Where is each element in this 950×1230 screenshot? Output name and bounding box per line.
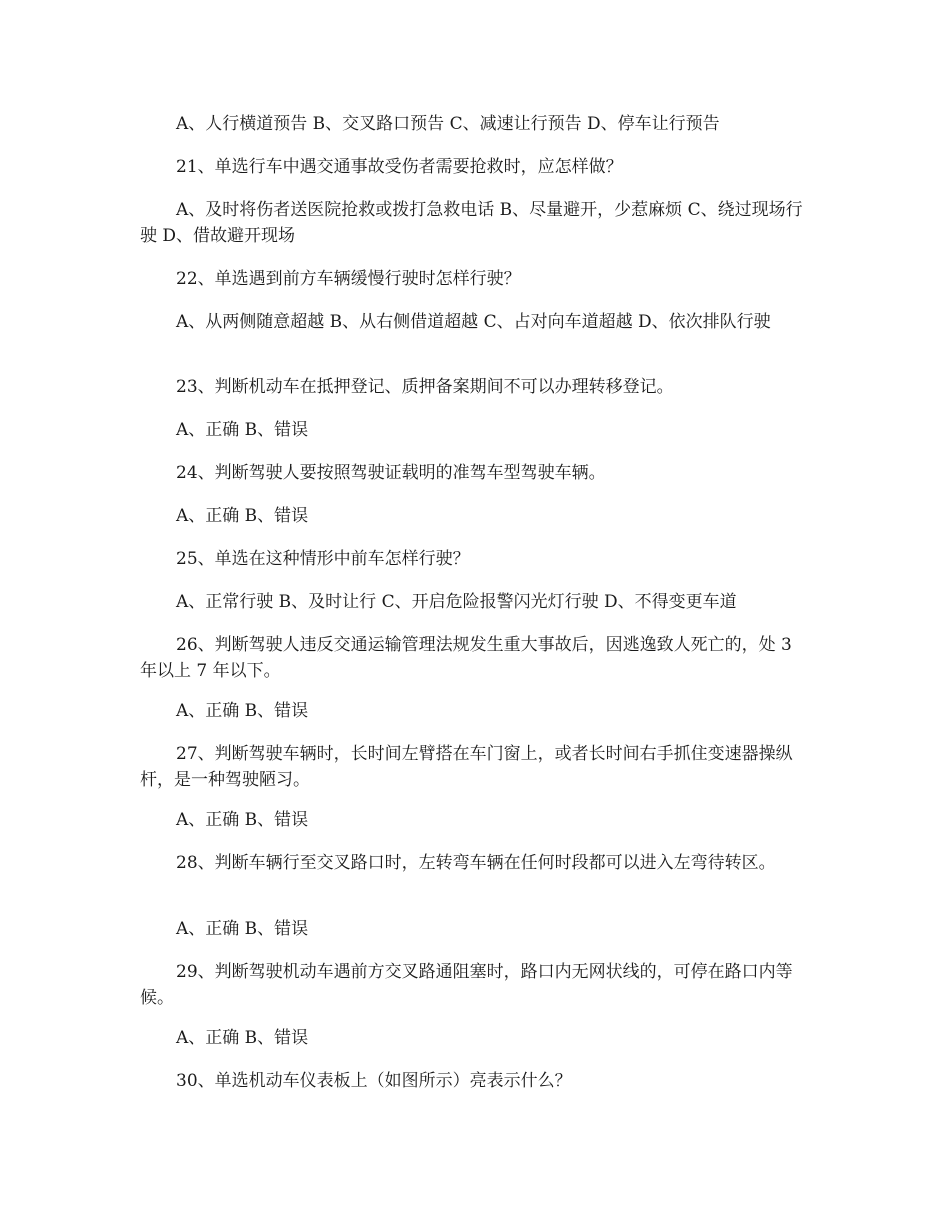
question-30: 30、单选机动车仪表板上（如图所示）亮表示什么？	[176, 1071, 572, 1091]
question-27: 27、判断驾驶车辆时，长时间左臂搭在车门窗上，或者长时间右手抓住变速器操纵杆，是一种驾驶陋习。	[140, 744, 793, 790]
question-22: 22、单选遇到前方车辆缓慢行驶时怎样行驶？	[176, 269, 521, 289]
answer-options-q22: A、从两侧随意超越 B、从右侧借道超越 C、占对向车道超越 D、依次排队行驶	[176, 312, 771, 332]
answer-options-q24: A、正确 B、错误	[176, 506, 309, 526]
answer-options-q29: A、正确 B、错误	[176, 1028, 309, 1048]
answer-options-q28: A、正确 B、错误	[176, 919, 309, 939]
answer-options-q20: A、人行横道预告 B、交叉路口预告 C、减速让行预告 D、停车让行预告	[176, 114, 720, 134]
answer-options-q26: A、正确 B、错误	[176, 701, 309, 721]
question-25: 25、单选在这种情形中前车怎样行驶？	[176, 549, 470, 569]
question-26: 26、判断驾驶人违反交通运输管理法规发生重大事故后，因逃逸致人死亡的，处 3 年以上 7 年以下。	[140, 635, 792, 681]
answer-options-q25: A、正常行驶 B、及时让行 C、开启危险报警闪光灯行驶 D、不得变更车道	[176, 592, 737, 612]
answer-options-q27: A、正确 B、错误	[176, 810, 309, 830]
question-24: 24、判断驾驶人要按照驾驶证载明的准驾车型驾驶车辆。	[176, 463, 606, 483]
question-23: 23、判断机动车在抵押登记、质押备案期间不可以办理转移登记。	[176, 377, 674, 397]
question-28: 28、判断车辆行至交叉路口时，左转弯车辆在任何时段都可以进入左弯待转区。	[176, 853, 776, 873]
question-29: 29、判断驾驶机动车遇前方交叉路通阻塞时，路口内无网状线的，可停在路口内等候。	[140, 962, 793, 1008]
question-21: 21、单选行车中遇交通事故受伤者需要抢救时，应怎样做？	[176, 157, 623, 177]
answer-options-q21: A、及时将伤者送医院抢救或拨打急救电话 B、尽量避开，少惹麻烦 C、绕过现场行驶 D、借故避开现场	[140, 200, 803, 246]
answer-options-q23: A、正确 B、错误	[176, 420, 309, 440]
